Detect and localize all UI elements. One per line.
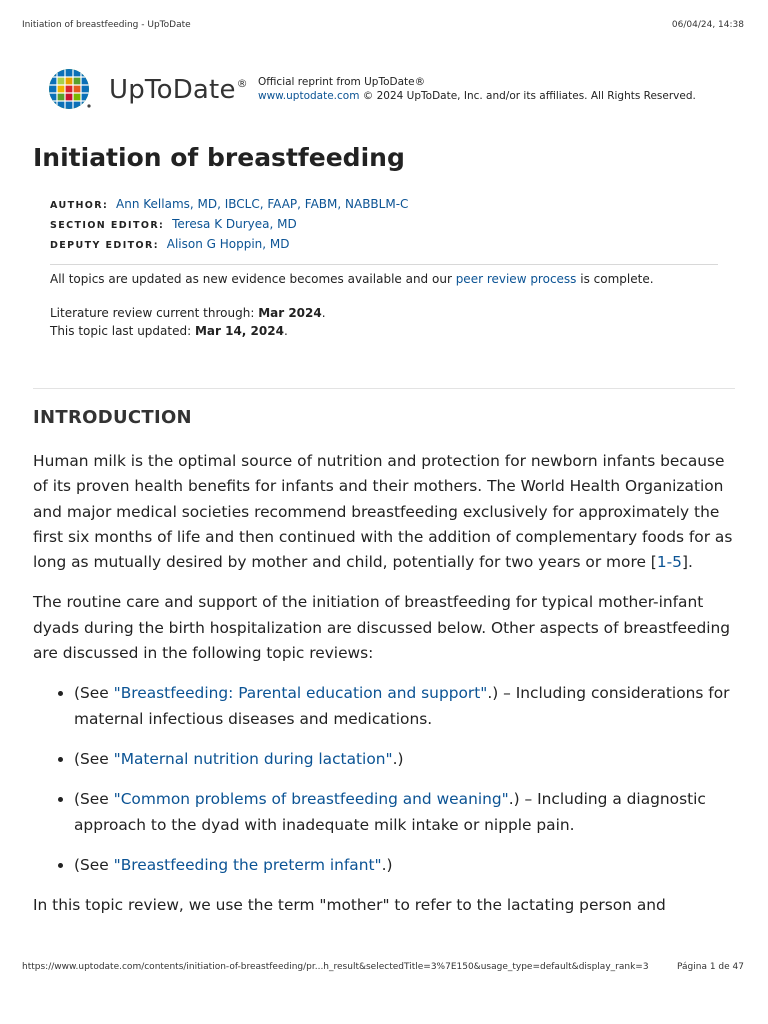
paragraph: Human milk is the optimal source of nutrition and protection for newborn infants because of its proven health benefits for infants and their mothers. The World Health Organization and major medical societies recommend breastfeeding exclusively for approximately the first six months of life and then continued with the addition of complementary foods for as long as mutually desired by mother and child, potentially for two years or more [1-5]. bbox=[33, 452, 733, 572]
page-title: Initiation of breastfeeding bbox=[33, 143, 405, 172]
print-footer-page: Página 1 de 47 bbox=[677, 962, 744, 972]
contributors bbox=[50, 195, 408, 255]
author-link[interactable]: Ann Kellams, MD, IBCLC, FAAP, FABM, NABBLM-C bbox=[116, 197, 409, 211]
paragraph: The routine care and support of the initiation of breastfeeding for typical mother-infant dyads during the birth hospitalization are discussed below. Other aspects of breastfeeding are discussed in the following topic reviews: bbox=[33, 593, 731, 663]
print-header-datetime: 06/04/24, 14:38 bbox=[671, 20, 744, 30]
section-editor-link[interactable]: Teresa K Duryea, MD bbox=[172, 217, 297, 231]
brand bbox=[48, 68, 248, 112]
list-item: • (See "Maternal nutrition during lactation".) bbox=[74, 747, 739, 772]
list-item: • (See "Breastfeeding the preterm infant".) bbox=[74, 853, 739, 878]
reference-link[interactable]: 1-5 bbox=[656, 553, 682, 572]
list-item: • (See "Common problems of breastfeeding and weaning".) – Including a diagnostic approach to the dyad with inadequate milk intake or nipple pain. bbox=[74, 787, 739, 838]
related-topics-list bbox=[33, 681, 739, 878]
section-editor-label: SECTION EDITOR: bbox=[50, 220, 165, 231]
review-dates bbox=[50, 304, 326, 340]
reprint-line: Official reprint from UpToDate® bbox=[258, 76, 426, 88]
uptodate-site-link[interactable]: www.uptodate.com bbox=[258, 90, 360, 102]
list-item: • (See "Breastfeeding: Parental education and support".) – Including considerations for maternal infectious diseases and medications. bbox=[74, 681, 739, 732]
uptodate-logo-icon bbox=[48, 68, 92, 112]
print-header-title: Initiation of breastfeeding - UpToDate bbox=[22, 20, 191, 30]
section-heading-introduction: INTRODUCTION bbox=[33, 407, 192, 428]
paragraph: In this topic review, we use the term "mother" to refer to the lactating person and bbox=[33, 896, 666, 915]
topic-link-parental-education[interactable]: "Breastfeeding: Parental education and support" bbox=[113, 684, 488, 703]
brand-wordmark: UpToDate® bbox=[109, 75, 248, 105]
deputy-editor-link[interactable]: Alison G Hoppin, MD bbox=[166, 237, 290, 251]
topic-link-maternal-nutrition[interactable]: "Maternal nutrition during lactation" bbox=[113, 749, 393, 768]
article-body bbox=[33, 449, 739, 933]
copyright-text: © 2024 UpToDate, Inc. and/or its affiliates. All Rights Reserved. bbox=[359, 90, 696, 102]
print-footer bbox=[22, 962, 744, 972]
section-divider bbox=[33, 388, 735, 389]
last-updated-date: This topic last updated: Mar 14, 2024. bbox=[50, 324, 288, 338]
divider bbox=[50, 264, 718, 265]
topic-link-preterm-infant[interactable]: "Breastfeeding the preterm infant" bbox=[113, 855, 382, 874]
deputy-editor-label: DEPUTY EDITOR: bbox=[50, 240, 159, 251]
reprint-notice bbox=[258, 75, 696, 103]
print-footer-url: https://www.uptodate.com/contents/initiation-of-breastfeeding/pr...h_result&selectedTitle=3%7E150&usage_type=default&display_rank=3 bbox=[22, 962, 649, 972]
literature-review-date: Literature review current through: Mar 2024. bbox=[50, 306, 326, 320]
update-notice: All topics are updated as new evidence becomes available and our peer review process is complete. bbox=[50, 272, 654, 286]
print-header bbox=[22, 20, 744, 30]
peer-review-link[interactable]: peer review process bbox=[455, 272, 577, 286]
author-label: AUTHOR: bbox=[50, 200, 109, 211]
topic-link-common-problems[interactable]: "Common problems of breastfeeding and weaning" bbox=[113, 790, 509, 809]
